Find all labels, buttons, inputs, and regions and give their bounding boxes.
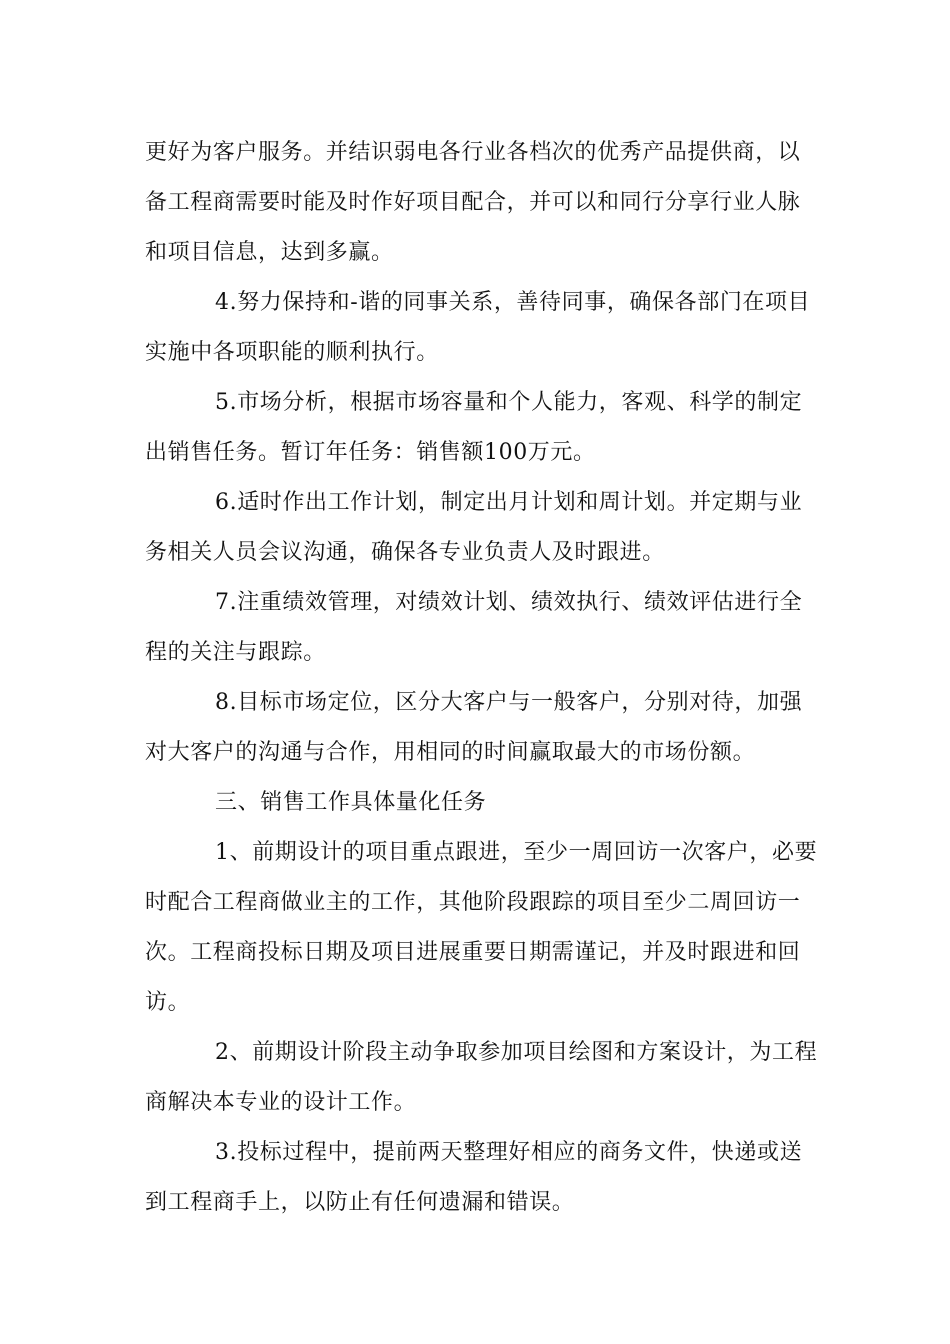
- paragraph-item-4-first-line: 4.努力保持和-谐的同事关系，善待同事，确保各部门在项目: [215, 290, 811, 315]
- text-line: 更好为客户服务。并结识弱电各行业各档次的优秀产品提供商，以: [145, 140, 801, 165]
- document-body: [145, 128, 818, 1228]
- text-line: 次。工程商投标日期及项目进展重要日期需谨记，并及时跟进和回: [145, 940, 801, 965]
- paragraph-item-7-first-line: 7.注重绩效管理，对绩效计划、绩效执行、绩效评估进行全: [215, 590, 803, 615]
- paragraph-item-8-first-line: 8.目标市场定位，区分大客户与一般客户，分别对待，加强: [215, 690, 803, 715]
- task-item-3-first-line: 3.投标过程中，提前两天整理好相应的商务文件，快递或送: [215, 1140, 803, 1165]
- text-line: 出销售任务。暂订年任务：销售额100万元。: [145, 440, 596, 465]
- section-heading: 三、销售工作具体量化任务: [215, 790, 487, 815]
- text-line: 和项目信息，达到多赢。: [145, 240, 394, 265]
- text-line: 实施中各项职能的顺利执行。: [145, 340, 439, 365]
- text-line: 访。: [145, 990, 191, 1015]
- text-line: 备工程商需要时能及时作好项目配合，并可以和同行分享行业人脉: [145, 190, 801, 215]
- paragraph-item-5-first-line: 5.市场分析，根据市场容量和个人能力，客观、科学的制定: [215, 390, 803, 415]
- text-line: 程的关注与跟踪。: [145, 640, 326, 665]
- task-item-2-first-line: 2、前期设计阶段主动争取参加项目绘图和方案设计，为工程: [215, 1040, 818, 1065]
- text-line: 务相关人员会议沟通，确保各专业负责人及时跟进。: [145, 540, 665, 565]
- paragraph-item-6-first-line: 6.适时作出工作计划，制定出月计划和周计划。并定期与业: [215, 490, 803, 515]
- text-line: 对大客户的沟通与合作，用相同的时间赢取最大的市场份额。: [145, 740, 756, 765]
- text-line: 商解决本专业的设计工作。: [145, 1090, 417, 1115]
- text-line: 时配合工程商做业主的工作，其他阶段跟踪的项目至少二周回访一: [145, 890, 801, 915]
- task-item-1-first-line: 1、前期设计的项目重点跟进，至少一周回访一次客户，必要: [215, 840, 818, 865]
- text-line: 到工程商手上，以防止有任何遗漏和错误。: [145, 1190, 575, 1215]
